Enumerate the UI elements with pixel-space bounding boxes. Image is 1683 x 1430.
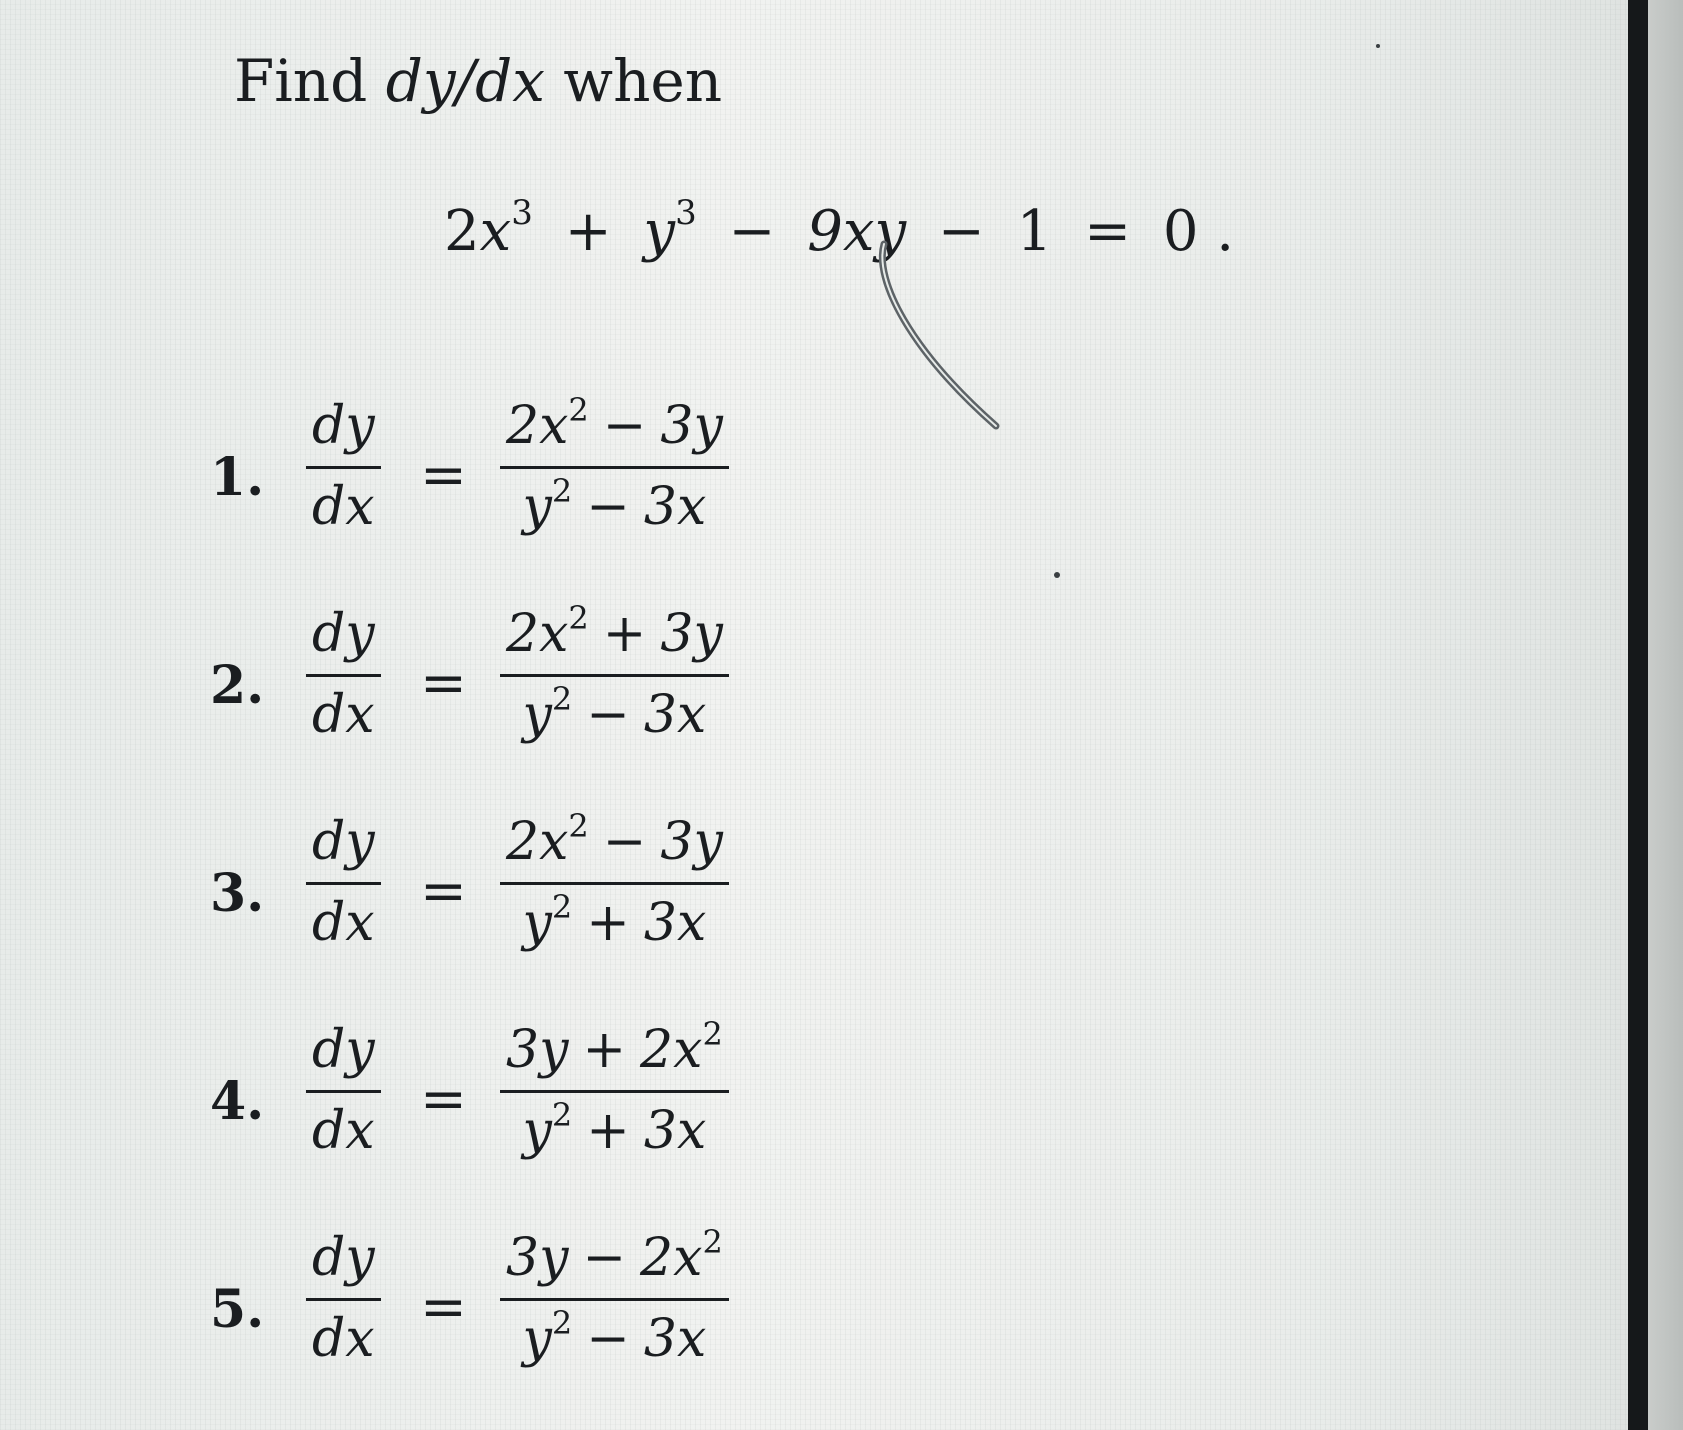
eq-term1-var: x [479, 199, 512, 264]
monitor-bezel [1628, 0, 1648, 1430]
choice-1[interactable] [210, 391, 910, 550]
den-term-a: y [522, 893, 552, 953]
den-op: − [586, 685, 630, 745]
eq-rhs: 0 . [1162, 199, 1235, 264]
choice-2[interactable] [210, 599, 910, 758]
den-term-b: 3x [643, 477, 707, 537]
rhs-numerator [500, 1015, 729, 1090]
lhs-fraction [306, 1020, 381, 1161]
choice-number: 1. [210, 447, 265, 508]
rhs-numerator [500, 1223, 729, 1298]
den-op: − [586, 477, 630, 537]
eq-term2-exp: 3 [675, 193, 697, 233]
den-term-a: y [522, 1101, 552, 1161]
eq-term4: 1 [1016, 199, 1053, 264]
lhs-denominator: dx [312, 893, 375, 953]
eq-term1-coef: 2 [444, 199, 480, 264]
num-term-a: 3y [506, 1020, 569, 1080]
rhs-fraction [500, 807, 729, 953]
lhs-fraction [306, 1228, 381, 1369]
question-prompt [234, 47, 723, 115]
rhs-fraction [500, 599, 729, 745]
num-term-b: 3y [660, 396, 723, 456]
num-term-a: 2x [506, 812, 569, 872]
den-op: − [586, 1309, 630, 1369]
background-wall [1648, 0, 1683, 1430]
den-term-b: 3x [643, 1309, 707, 1369]
num-exp-a: 2 [568, 807, 589, 845]
num-exp-b: 2 [702, 1223, 723, 1261]
num-term-b: 2x [640, 1228, 703, 1288]
num-op: − [602, 396, 647, 456]
rhs-denominator [517, 1301, 713, 1369]
num-term-a: 2x [506, 396, 569, 456]
lhs-numerator: dy [312, 1228, 375, 1288]
lhs-numerator: dy [312, 396, 375, 456]
rhs-fraction [500, 1223, 729, 1369]
eq-equals: = [1084, 199, 1132, 264]
given-equation [444, 193, 1235, 264]
choice-3[interactable] [210, 807, 910, 966]
num-op: + [582, 1020, 627, 1080]
num-op: + [602, 604, 647, 664]
prompt-lead: Find [234, 47, 386, 115]
den-term-b: 3x [643, 893, 707, 953]
choice-number: 2. [210, 655, 265, 716]
lhs-numerator: dy [312, 1020, 375, 1080]
lhs-fraction [306, 604, 381, 745]
rhs-denominator [517, 1093, 713, 1161]
den-term-a: y [522, 477, 552, 537]
prompt-derivative: dy/dx [385, 47, 545, 115]
num-exp-b: 2 [702, 1015, 723, 1053]
num-op: − [602, 812, 647, 872]
den-exp-a: 2 [551, 1096, 573, 1134]
den-exp-a: 2 [551, 472, 573, 510]
eq-term3: 9xy [807, 199, 907, 264]
choice-number: 3. [210, 863, 265, 924]
lhs-fraction [306, 812, 381, 953]
rhs-denominator [517, 885, 713, 953]
screen-speck [1054, 572, 1060, 578]
den-op: + [586, 893, 630, 953]
den-op: + [586, 1101, 630, 1161]
lhs-denominator: dx [312, 477, 375, 537]
equals-sign: = [420, 651, 467, 716]
rhs-numerator [500, 391, 729, 466]
lhs-denominator: dx [312, 1309, 375, 1369]
choice-4[interactable] [210, 1015, 910, 1174]
den-term-b: 3x [643, 1101, 707, 1161]
rhs-denominator [517, 469, 713, 537]
screen-speck [1376, 44, 1380, 48]
choice-number: 4. [210, 1071, 265, 1132]
lhs-denominator: dx [312, 1101, 375, 1161]
rhs-fraction [500, 1015, 729, 1161]
num-term-b: 3y [660, 812, 723, 872]
den-term-b: 3x [643, 685, 707, 745]
eq-op3: − [937, 199, 985, 264]
den-term-a: y [522, 1309, 552, 1369]
num-term-b: 2x [640, 1020, 703, 1080]
num-term-b: 3y [660, 604, 723, 664]
equals-sign: = [420, 443, 467, 508]
eq-term2-var: y [643, 199, 676, 264]
lhs-numerator: dy [312, 812, 375, 872]
eq-op2: − [728, 199, 776, 264]
num-term-a: 3y [506, 1228, 569, 1288]
rhs-denominator [517, 677, 713, 745]
equals-sign: = [420, 1067, 467, 1132]
choice-5[interactable] [210, 1223, 910, 1382]
num-exp-a: 2 [568, 391, 589, 429]
lhs-fraction [306, 396, 381, 537]
eq-term1-exp: 3 [511, 193, 533, 233]
equals-sign: = [420, 859, 467, 924]
den-exp-a: 2 [551, 680, 573, 718]
rhs-fraction [500, 391, 729, 537]
eq-op1: + [564, 199, 612, 264]
den-term-a: y [522, 685, 552, 745]
num-exp-a: 2 [568, 599, 589, 637]
den-exp-a: 2 [551, 1304, 573, 1342]
rhs-numerator [500, 599, 729, 674]
prompt-tail: when [545, 47, 723, 115]
equals-sign: = [420, 1275, 467, 1340]
num-op: − [582, 1228, 627, 1288]
rhs-numerator [500, 807, 729, 882]
choice-number: 5. [210, 1279, 265, 1340]
lhs-denominator: dx [312, 685, 375, 745]
lhs-numerator: dy [312, 604, 375, 664]
den-exp-a: 2 [551, 888, 573, 926]
num-term-a: 2x [506, 604, 569, 664]
